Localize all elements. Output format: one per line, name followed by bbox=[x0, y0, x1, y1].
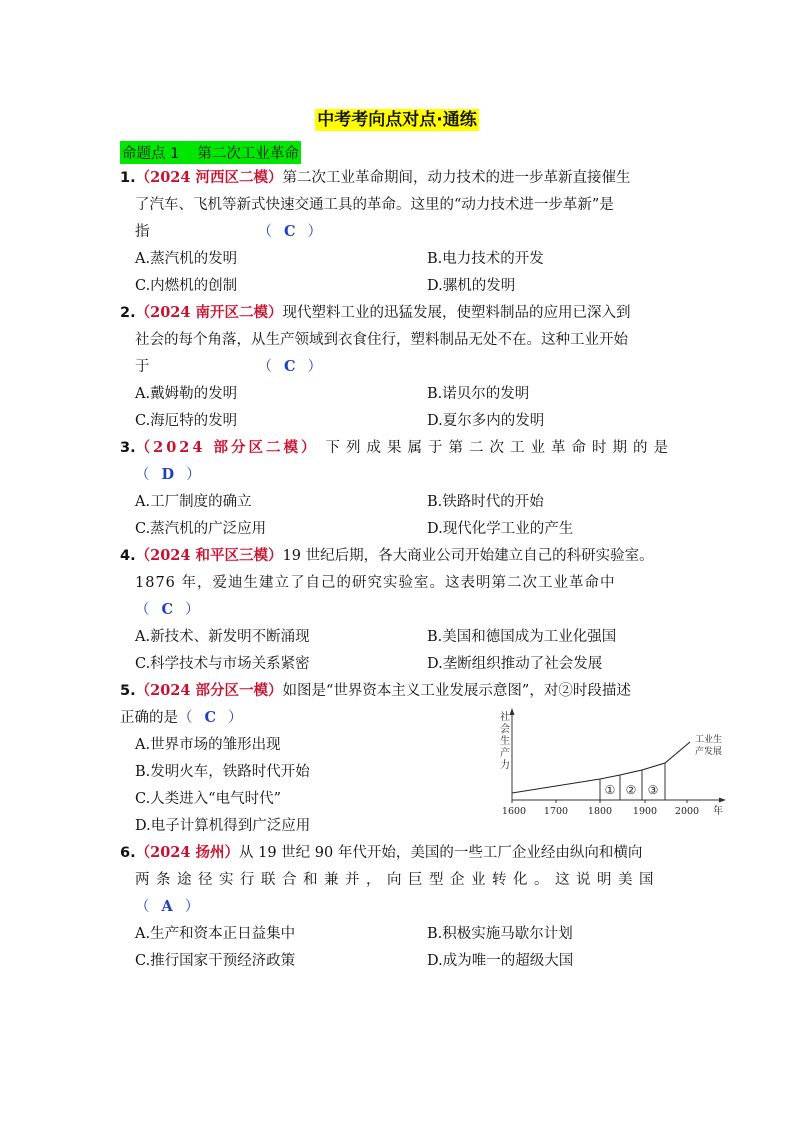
option-6a: A.生产和资本正日益集中 bbox=[135, 926, 296, 942]
option-2d: D.夏尔多内的发明 bbox=[427, 413, 545, 429]
question-4-line-1: 4.（2024 和平区三模）19 世纪后期，各大商业公司开始建立自己的科研实验室。 bbox=[120, 547, 654, 564]
question-1-line-2: 了汽车、飞机等新式快速交通工具的革命。这里的“动力技术进一步革新”是 bbox=[135, 197, 614, 213]
page-title: 中考考向点对点·通练 bbox=[317, 110, 477, 130]
question-source: （2024 河西区二模） bbox=[135, 169, 283, 186]
y-axis-arrow bbox=[510, 708, 515, 715]
x-tick-label-1900: 1900 bbox=[632, 806, 658, 817]
answer-6: A bbox=[161, 898, 173, 915]
question-6-line-3: （ A ） bbox=[135, 898, 200, 915]
option-2a: A.戴姆勒的发明 bbox=[135, 386, 238, 402]
option-1d: D.骡机的发明 bbox=[427, 278, 516, 294]
option-1c: C.内燃机的创制 bbox=[135, 278, 238, 294]
question-2-line-2: 社会的每个角落，从生产领域到衣食住行，塑料制品无处不在。这种工业开始 bbox=[135, 332, 628, 348]
section-name: 第二次工业革命 bbox=[197, 146, 299, 162]
question-3-line-1: 3.（2024 部分区二模） 下列成果属于第二次工业革命时期的是 bbox=[120, 439, 674, 456]
option-1a: A.蒸汽机的发明 bbox=[135, 251, 238, 267]
curve-label-line-1: 工业生 bbox=[695, 735, 723, 745]
question-4-line-3: （ C ） bbox=[135, 601, 200, 618]
option-4b: B.美国和德国成为工业化强国 bbox=[427, 629, 617, 645]
option-3b: B.铁路时代的开始 bbox=[427, 494, 544, 510]
option-6d: D.成为唯一的超级大国 bbox=[427, 953, 574, 969]
question-1-line-1 bbox=[120, 168, 631, 188]
question-number: 1. bbox=[120, 170, 136, 186]
option-5a: A.世界市场的雏形出现 bbox=[135, 737, 281, 753]
question-1-line-3: 指 （ C ） bbox=[135, 223, 323, 240]
option-4d: D.垄断组织推动了社会发展 bbox=[427, 656, 603, 672]
option-5b: B.发明火车，铁路时代开始 bbox=[135, 764, 310, 780]
option-6b: B.积极实施马歇尔计划 bbox=[427, 926, 573, 942]
x-tick-label-2000: 2000 bbox=[674, 806, 700, 817]
y-axis-label-char-4: 产 bbox=[500, 748, 510, 759]
x-axis-unit: 年 bbox=[713, 806, 723, 817]
y-axis-label-char-5: 力 bbox=[500, 760, 510, 771]
question-text: 第二次工业革命期间，动力技术的进一步革新直接催生 bbox=[282, 170, 631, 186]
option-5c: C.人类进入“电气时代” bbox=[135, 791, 282, 807]
question-2-line-1: 2.（2024 南开区二模）现代塑料工业的迅猛发展，使塑料制品的应用已深入到 bbox=[120, 304, 631, 321]
option-6c: C.推行国家干预经济政策 bbox=[135, 953, 296, 969]
option-4a: A.新技术、新发明不断涌现 bbox=[135, 629, 310, 645]
y-axis-label-char-1: 社 bbox=[500, 712, 510, 723]
question-6-line-1: 6.（2024 扬州）从 19 世纪 90 年代开始，美国的一些工厂企业经由纵向和横向 bbox=[120, 844, 643, 861]
industrial-development-figure bbox=[490, 708, 740, 820]
x-axis-arrow bbox=[719, 798, 726, 803]
section-label: 命题点 1 bbox=[122, 146, 180, 162]
option-1b: B.电力技术的开发 bbox=[427, 251, 544, 267]
y-axis-label-char-3: 生 bbox=[500, 736, 510, 747]
option-3d: D.现代化学工业的产生 bbox=[427, 521, 574, 537]
option-4c: C.科学技术与市场关系紧密 bbox=[135, 656, 310, 672]
option-2b: B.诺贝尔的发明 bbox=[427, 386, 530, 402]
period-3-label: ③ bbox=[647, 783, 659, 797]
option-3c: C.蒸汽机的广泛应用 bbox=[135, 521, 267, 537]
y-axis-label bbox=[500, 710, 510, 771]
x-tick-label-1800: 1800 bbox=[587, 806, 613, 817]
question-2-line-3: 于 （ C ） bbox=[135, 358, 323, 375]
section-header bbox=[120, 141, 301, 164]
curve-label-line-2: 产发展 bbox=[695, 747, 723, 757]
question-3-line-2: （ D ） bbox=[135, 466, 201, 483]
answer-3: D bbox=[161, 466, 175, 483]
answer-4: C bbox=[161, 601, 174, 618]
question-4-line-2: 1876 年，爱迪生建立了自己的研究实验室。这表明第二次工业革命中 bbox=[135, 575, 616, 591]
question-6-line-2: 两条途径实行联合和兼并，向巨型企业转化。这说明美国 bbox=[135, 872, 660, 888]
x-tick-label-1600: 1600 bbox=[501, 806, 527, 817]
answer-5: C bbox=[204, 709, 217, 726]
option-3a: A.工厂制度的确立 bbox=[135, 494, 252, 510]
answer-2: C bbox=[284, 358, 296, 375]
answer-1: C bbox=[284, 223, 296, 240]
x-tick-label-1700: 1700 bbox=[543, 806, 569, 817]
y-axis-label-char-2: 会 bbox=[500, 724, 510, 735]
period-2-label: ② bbox=[625, 783, 637, 797]
question-5-line-2: 正确的是（ C ） bbox=[120, 709, 243, 726]
question-5-line-1: 5.（2024 部分区一模）如图是“世界资本主义工业发展示意图”，对②时段描述 bbox=[120, 682, 631, 699]
option-5d: D.电子计算机得到广泛应用 bbox=[135, 818, 311, 834]
production-curve bbox=[512, 742, 690, 793]
period-1-label: ① bbox=[604, 783, 616, 797]
option-2c: C.海厄特的发明 bbox=[135, 413, 238, 429]
